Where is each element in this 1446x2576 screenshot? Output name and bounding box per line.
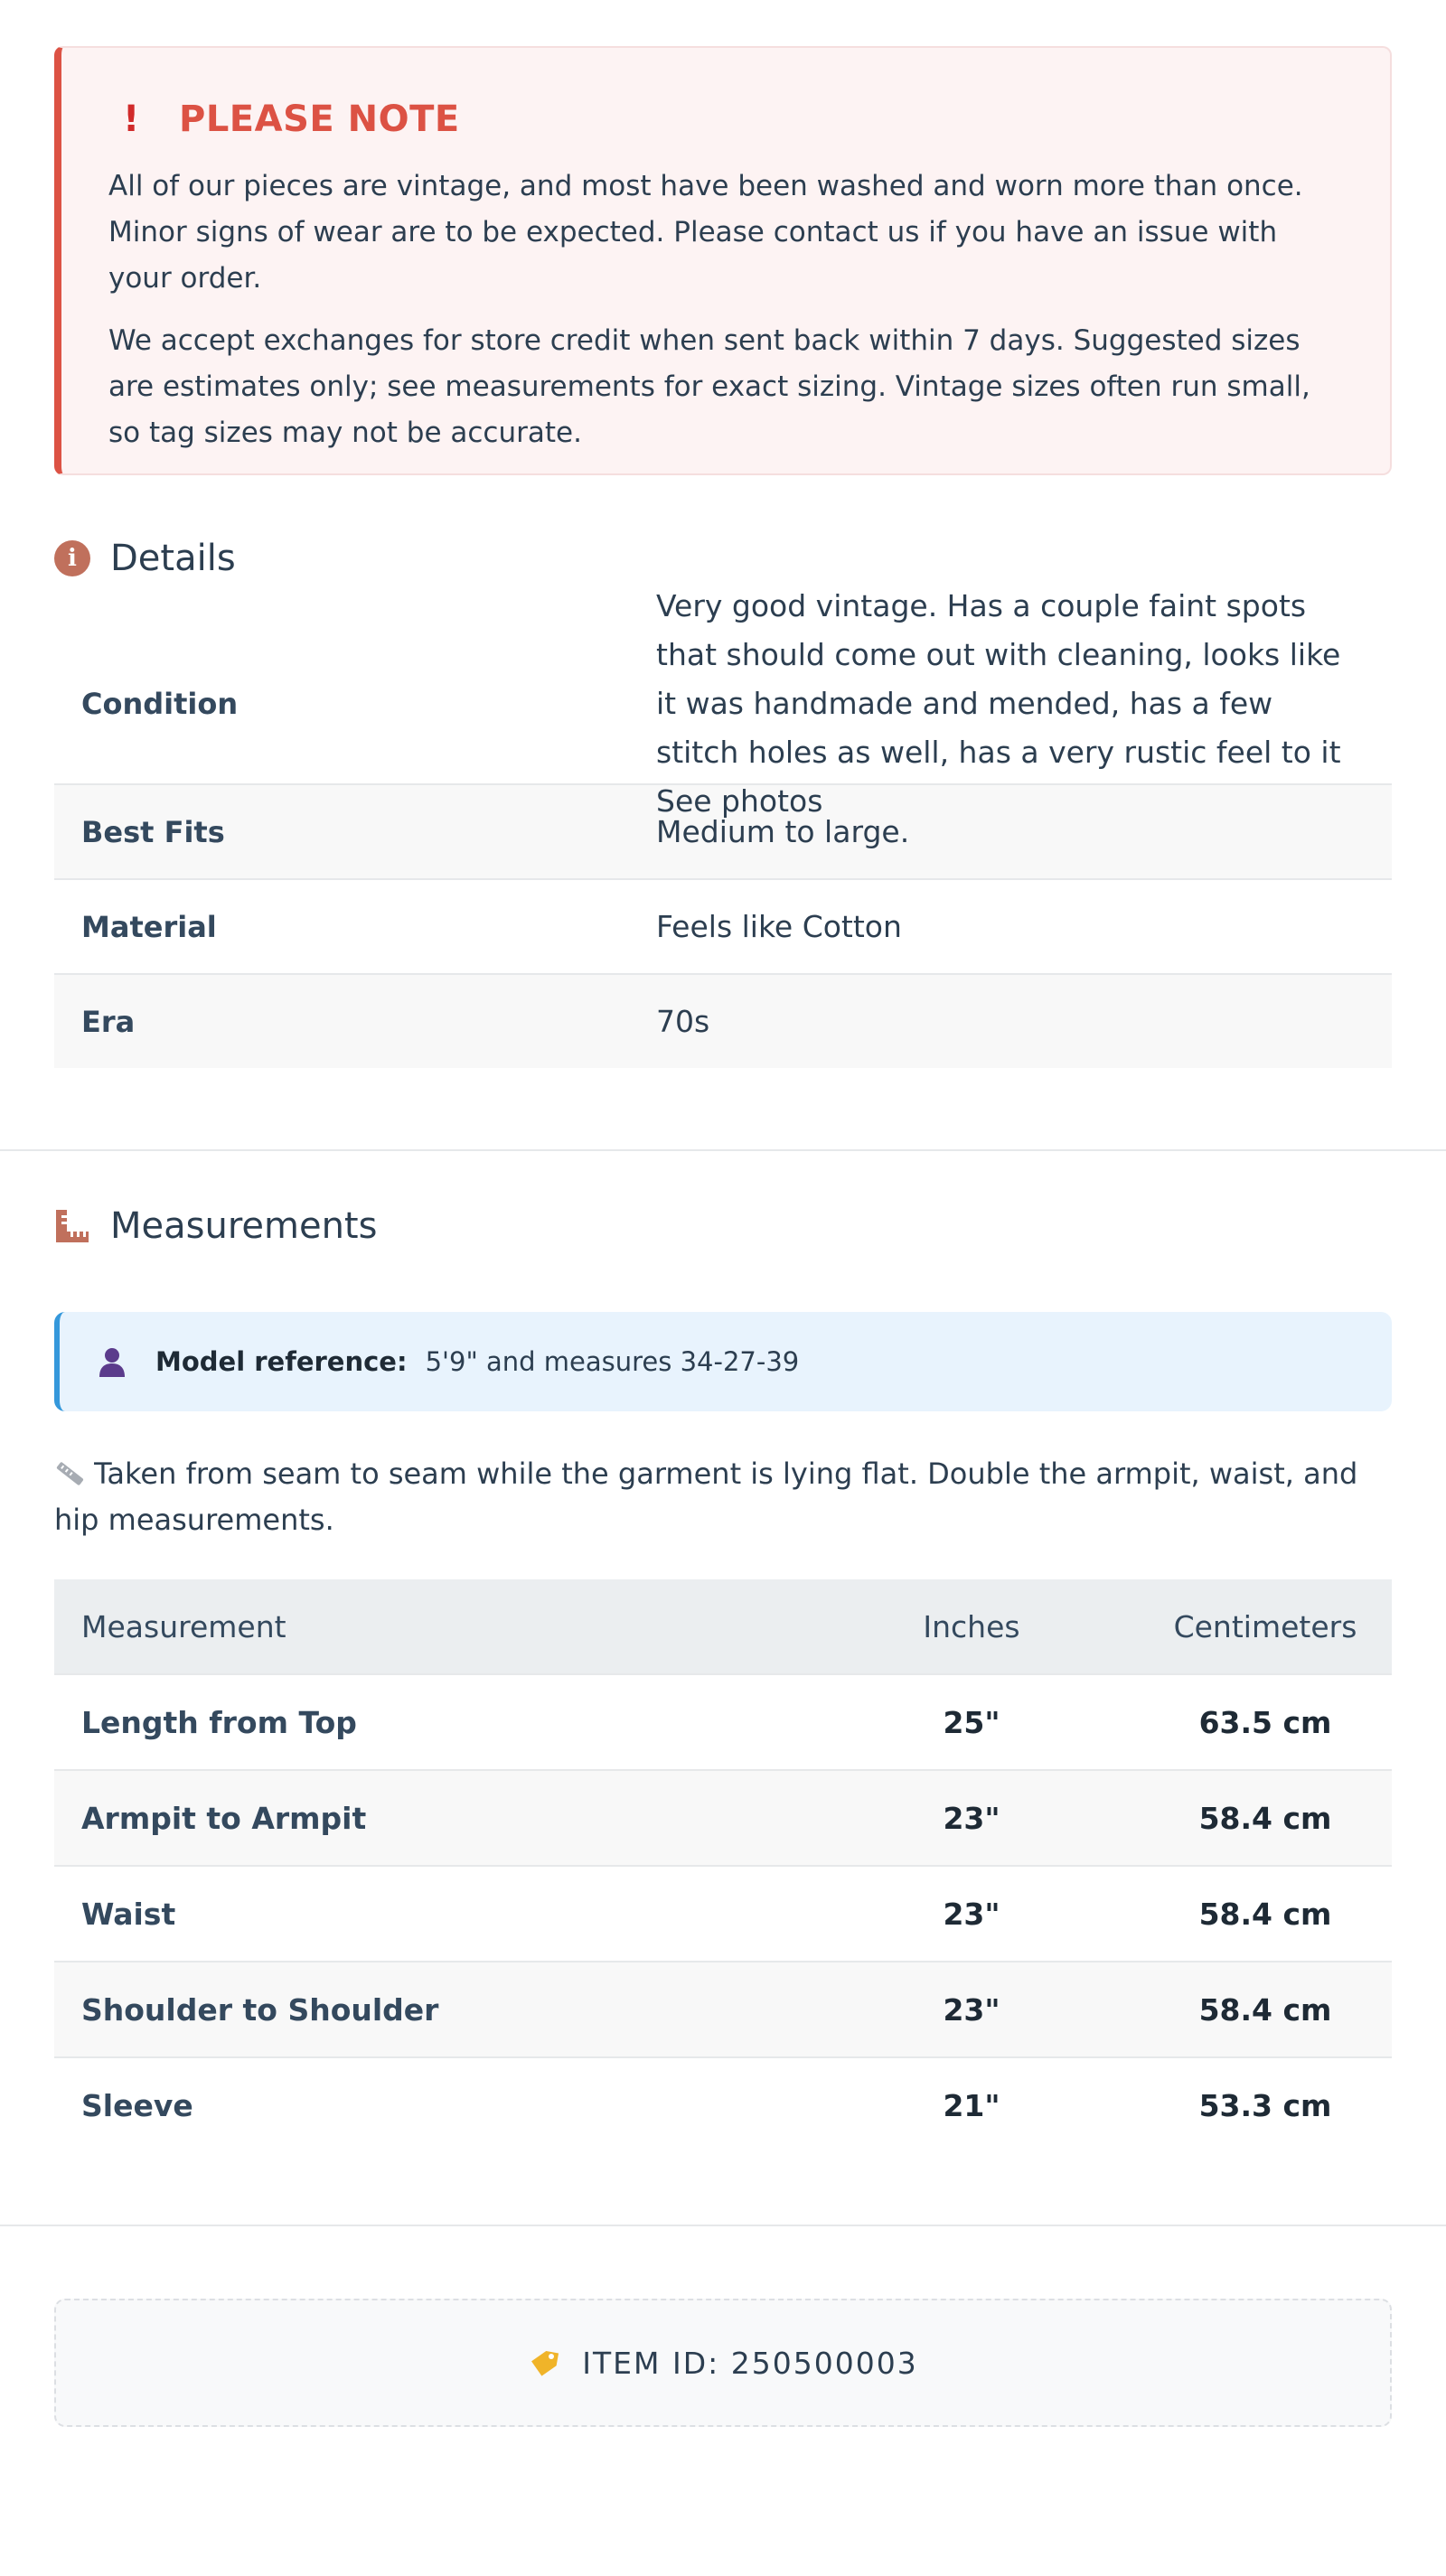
measurement-name: Sleeve	[81, 2087, 193, 2123]
details-table	[54, 588, 1392, 1068]
details-row-condition	[54, 588, 1392, 785]
details-label: Best Fits	[81, 814, 225, 849]
info-icon: i	[54, 540, 90, 576]
measurement-note	[54, 1451, 1392, 1543]
measurement-cm: 63.5 cm	[1198, 1704, 1332, 1740]
exclamation-icon: !	[123, 98, 140, 140]
notice-paragraph: We accept exchanges for store credit when sent back within 7 days. Suggested sizes are estimates only; see measurements for exact sizing. Vintage sizes often run small, so tag sizes may not be accurate.	[108, 324, 1310, 449]
details-header	[54, 538, 1392, 579]
measurement-cm: 58.4 cm	[1198, 1800, 1332, 1836]
table-row	[54, 2058, 1392, 2152]
measurement-inches: 21"	[943, 2087, 1000, 2123]
section-divider	[0, 2225, 1446, 2226]
table-row	[54, 1867, 1392, 1962]
table-row	[54, 1962, 1392, 2058]
ruler-icon	[54, 1208, 90, 1244]
measurements-title: Measurements	[110, 1205, 378, 1247]
measurement-cm: 53.3 cm	[1198, 2087, 1332, 2123]
notice-box	[54, 46, 1392, 475]
notice-paragraph: All of our pieces are vintage, and most have been washed and worn more than once. Minor signs of wear are to be expected. Please contact us if you have an issue with your order.	[108, 170, 1303, 295]
details-row-best-fits	[54, 785, 1392, 880]
details-value: Feels like Cotton	[656, 908, 902, 944]
measurement-inches: 23"	[943, 1896, 1000, 1932]
measurement-note-text: Taken from seam to seam while the garment is lying flat. Double the armpit, waist, and hip measurements.	[54, 1457, 1358, 1537]
details-row-material	[54, 880, 1392, 975]
measurement-cm: 58.4 cm	[1198, 1896, 1332, 1932]
ruler-pencil-icon	[54, 1454, 85, 1481]
model-reference-box	[54, 1312, 1392, 1411]
column-header-inches: Inches	[923, 1608, 1020, 1644]
measurement-name: Waist	[81, 1896, 176, 1932]
model-reference-label: Model reference:	[155, 1346, 408, 1377]
item-id-label: ITEM ID: 250500003	[582, 2345, 918, 2381]
details-label: Era	[81, 1004, 136, 1039]
measurement-name: Armpit to Armpit	[81, 1800, 367, 1836]
table-row	[54, 1771, 1392, 1867]
column-header-centimeters: Centimeters	[1173, 1608, 1357, 1644]
table-row	[54, 1675, 1392, 1771]
measurement-inches: 23"	[943, 1991, 1000, 2028]
measurement-name: Shoulder to Shoulder	[81, 1991, 439, 2028]
tag-icon	[528, 2346, 562, 2380]
details-value: 70s	[656, 1003, 710, 1039]
model-reference-value: 5'9" and measures 34-27-39	[425, 1346, 800, 1377]
person-icon	[96, 1345, 128, 1378]
measurement-name: Length from Top	[81, 1704, 357, 1740]
item-id-box	[54, 2299, 1392, 2427]
column-header-measurement: Measurement	[81, 1608, 286, 1644]
measurement-cm: 58.4 cm	[1198, 1991, 1332, 2028]
section-divider	[0, 1149, 1446, 1151]
details-value: Very good vintage. Has a couple faint spots that should come out with cleaning, looks like it was handmade and mended, has a few stitch holes as well, has a very rustic feel to it	[656, 588, 1341, 770]
measurements-header	[54, 1205, 1392, 1247]
measurement-inches: 25"	[943, 1704, 1000, 1740]
notice-header	[108, 97, 1343, 142]
measurement-inches: 23"	[943, 1800, 1000, 1836]
details-label: Condition	[81, 687, 239, 721]
measurements-table	[54, 1579, 1392, 2152]
notice-title: PLEASE NOTE	[179, 98, 460, 140]
details-label: Material	[81, 909, 217, 944]
details-row-era	[54, 975, 1392, 1068]
table-header-row	[54, 1579, 1392, 1675]
details-title: Details	[110, 538, 236, 579]
details-value: Medium to large.	[656, 813, 910, 849]
